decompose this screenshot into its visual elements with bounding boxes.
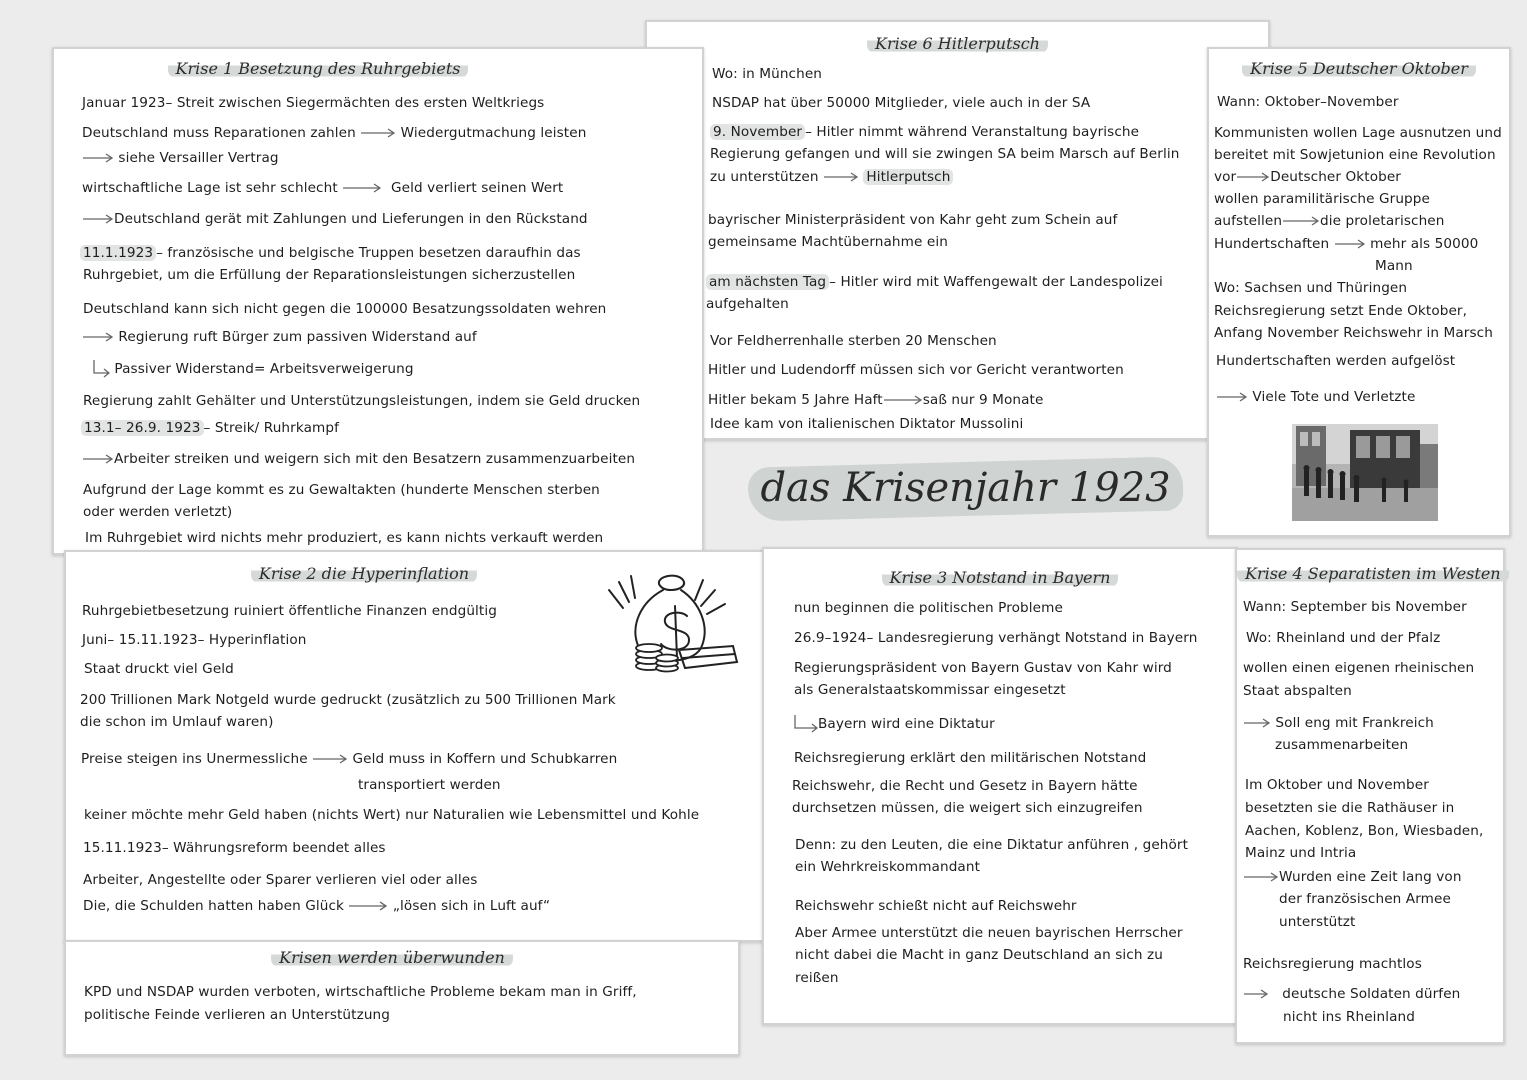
text-line: Aufgrund der Lage kommt es zu Gewaltakten (hunderte Menschen sterben: [83, 482, 600, 498]
text-line: Idee kam von italienischen Diktator Mussolini: [710, 416, 1024, 432]
text-line: Ruhrgebiet, um die Erfüllung der Reparationsleistungen sicherzustellen: [83, 267, 576, 283]
text-line: Regierung gefangen und will sie zwingen SA beim Marsch auf Berlin: [710, 146, 1180, 162]
text-line: 11.1.1923 – französische und belgische Truppen besetzen daraufhin das: [80, 242, 581, 265]
text-line: Viele Tote und Verletzte: [1216, 386, 1415, 409]
corner-arrow-icon: [92, 359, 110, 379]
text-line: nicht dabei die Macht in ganz Deutschland an sich zu: [795, 947, 1163, 963]
card-krisen-ueberwunden: [64, 940, 740, 1056]
text-line: siehe Versailler Vertrag: [82, 147, 279, 170]
text-line: Aber Armee unterstützt die neuen bayrischen Herrscher: [795, 925, 1183, 941]
text-line: Im Oktober und November: [1245, 777, 1429, 793]
card-title: Krise 2 die Hyperinflation: [0, 564, 762, 583]
right-arrow-icon: [82, 332, 114, 342]
text-line: bayrischer Ministerpräsident von Kahr geht zum Schein auf: [708, 212, 1118, 228]
text-line: 15.11.1923– Währungsreform beendet alles: [83, 840, 386, 856]
text-line: Wo: Rheinland und der Pfalz: [1246, 630, 1441, 646]
text-line: 26.9–1924– Landesregierung verhängt Notstand in Bayern: [794, 630, 1198, 646]
text-line: Wo: Sachsen und Thüringen: [1214, 280, 1408, 296]
text-line: Reichswehr schießt nicht auf Reichswehr: [795, 898, 1077, 914]
text-line: KPD und NSDAP wurden verboten, wirtschaftliche Probleme bekam man in Griff,: [84, 984, 637, 1000]
term-highlight: Hitlerputsch: [863, 169, 953, 185]
text-line: 13.1– 26.9. 1923 – Streik/ Ruhrkampf: [81, 417, 339, 440]
card-title: Krise 5 Deutscher Oktober: [1209, 59, 1509, 78]
date-highlight: 9. November: [710, 124, 805, 140]
text-line: zusammenarbeiten: [1275, 737, 1409, 753]
right-arrow-icon: [823, 172, 859, 182]
card-krise-3: [762, 547, 1238, 1025]
text-line: 9. November – Hitler nimmt während Veranstaltung bayrische: [710, 121, 1139, 144]
card-title: Krise 6 Hitlerputsch: [647, 34, 1268, 53]
text-line: Bayern wird eine Diktatur: [792, 713, 995, 736]
text-line: wollen einen eigenen rheinischen: [1243, 660, 1475, 676]
text-line: Hitler bekam 5 Jahre Haft saß nur 9 Monate: [708, 392, 1044, 408]
card-title: Krise 3 Notstand in Bayern: [764, 568, 1236, 587]
text-line: deutsche Soldaten dürfen: [1243, 983, 1460, 1006]
text-line: Januar 1923– Streit zwischen Siegermächten des ersten Weltkriegs: [82, 95, 545, 111]
text-line: Vor Feldherrenhalle sterben 20 Menschen: [710, 333, 997, 349]
page-title: das Krisenjahr 1923: [748, 458, 1183, 520]
text-line: NSDAP hat über 50000 Mitglieder, viele auch in der SA: [712, 95, 1091, 111]
text-line: Arbeiter streiken und weigern sich mit den Besatzern zusammenzuarbeiten: [82, 448, 635, 471]
text-line: Die, die Schulden hatten haben Glück „lösen sich in Luft auf“: [83, 898, 551, 914]
text-line: gemeinsame Machtübernahme ein: [708, 234, 948, 250]
text-line: Mainz und Intria: [1245, 845, 1357, 861]
text-line: Wo: in München: [712, 66, 823, 82]
text-line: aufgehalten: [706, 296, 789, 312]
text-line: reißen: [795, 970, 839, 986]
card-title: Krisen werden überwunden: [46, 948, 738, 967]
right-arrow-icon: [1334, 239, 1366, 249]
text-line: Staat druckt viel Geld: [84, 661, 234, 677]
text-line: Reichsregierung erklärt den militärischen Notstand: [794, 750, 1147, 766]
card-title: Krise 1 Besetzung des Ruhrgebiets: [0, 59, 702, 78]
text-line: Ruhrgebietbesetzung ruiniert öffentliche Finanzen endgültig: [82, 603, 497, 619]
text-line: politische Feinde verlieren an Unterstützung: [84, 1007, 390, 1023]
text-line: Soll eng mit Frankreich: [1243, 712, 1434, 735]
right-arrow-icon: [1236, 172, 1270, 182]
money-bag-icon: [601, 568, 743, 678]
text-line: oder werden verletzt): [83, 504, 233, 520]
text-line: Regierung zahlt Gehälter und Unterstützungsleistungen, indem sie Geld drucken: [83, 393, 641, 409]
text-line: 200 Trillionen Mark Notgeld wurde gedruckt (zusätzlich zu 500 Trillionen Mark: [80, 692, 616, 708]
text-line: vor Deutscher Oktober: [1214, 169, 1401, 185]
card-krise-5: [1207, 47, 1511, 537]
date-highlight: 13.1– 26.9. 1923: [81, 420, 204, 436]
text-line: zu unterstützen Hitlerputsch: [710, 166, 953, 189]
text-line: nicht ins Rheinland: [1283, 1009, 1415, 1025]
right-arrow-icon: [82, 454, 114, 464]
card-krise-4: [1235, 548, 1505, 1044]
text-line: Reichswehr, die Recht und Gesetz in Bayern hätte: [792, 778, 1138, 794]
text-line: Deutschland muss Reparationen zahlen Wiedergutmachung leisten: [82, 125, 587, 141]
text-line: Passiver Widerstand= Arbeitsverweigerung: [92, 358, 414, 381]
right-arrow-icon: [1216, 392, 1248, 402]
text-line: ein Wehrkreiskommandant: [795, 859, 981, 875]
text-line: Hundertschaften werden aufgelöst: [1216, 353, 1456, 369]
text-line: Reichsregierung machtlos: [1243, 956, 1422, 972]
right-arrow-icon: [1282, 216, 1320, 226]
text-line: Deutschland gerät mit Zahlungen und Lieferungen in den Rückstand: [82, 208, 588, 231]
date-highlight: am nächsten Tag: [706, 274, 829, 290]
text-line: Hitler und Ludendorff müssen sich vor Gericht verantworten: [708, 362, 1124, 378]
right-arrow-icon: [342, 183, 382, 193]
text-line: durchsetzen müssen, die weigert sich einzugreifen: [792, 800, 1143, 816]
text-line: wollen paramilitärische Gruppe: [1214, 191, 1430, 207]
corner-arrow-icon: [792, 714, 818, 734]
card-krise-2: [64, 550, 764, 942]
street-photo: [1292, 424, 1438, 521]
text-line: aufstellen die proletarischen: [1214, 213, 1445, 229]
right-arrow-icon: [360, 128, 396, 138]
text-line: der französischen Armee: [1279, 891, 1451, 907]
right-arrow-icon: [82, 214, 114, 224]
text-line: Reichsregierung setzt Ende Oktober,: [1214, 303, 1468, 319]
text-line: Deutschland kann sich nicht gegen die 100000 Besatzungssoldaten wehren: [83, 301, 607, 317]
text-line: wirtschaftliche Lage ist sehr schlecht Geld verliert seinen Wert: [82, 180, 564, 196]
right-arrow-icon: [1243, 989, 1269, 999]
right-arrow-icon: [348, 901, 388, 911]
right-arrow-icon: [1243, 872, 1279, 882]
card-krise-6: [645, 20, 1270, 440]
text-line: Im Ruhrgebiet wird nichts mehr produziert, es kann nichts verkauft werden: [85, 530, 604, 546]
right-arrow-icon: [82, 153, 114, 163]
card-krise-1: [52, 47, 704, 555]
right-arrow-icon: [312, 754, 348, 764]
text-line: Kommunisten wollen Lage ausnutzen und: [1214, 125, 1502, 141]
date-highlight: 11.1.1923: [80, 245, 156, 261]
text-line: Denn: zu den Leuten, die eine Diktatur anführen , gehört: [795, 837, 1189, 853]
text-line: Wann: Oktober–November: [1217, 94, 1399, 110]
text-line: Mann: [1375, 258, 1413, 274]
text-line: Wurden eine Zeit lang von: [1243, 866, 1462, 889]
text-line: Juni– 15.11.1923– Hyperinflation: [82, 632, 307, 648]
right-arrow-icon: [883, 395, 923, 405]
text-line: transportiert werden: [358, 777, 501, 793]
text-line: bereitet mit Sowjetunion eine Revolution: [1214, 147, 1496, 163]
text-line: besetzten sie die Rathäuser in: [1245, 800, 1455, 816]
text-line: unterstützt: [1279, 914, 1356, 930]
right-arrow-icon: [1243, 718, 1271, 728]
text-line: Wann: September bis November: [1243, 599, 1467, 615]
text-line: die schon im Umlauf waren): [80, 714, 274, 730]
text-line: nun beginnen die politischen Probleme: [794, 600, 1063, 616]
text-line: Regierung ruft Bürger zum passiven Widerstand auf: [82, 326, 477, 349]
text-line: keiner möchte mehr Geld haben (nichts Wert) nur Naturalien wie Lebensmittel und Kohle: [84, 807, 700, 823]
text-line: am nächsten Tag – Hitler wird mit Waffengewalt der Landespolizei: [706, 271, 1163, 294]
text-line: Arbeiter, Angestellte oder Sparer verlieren viel oder alles: [83, 872, 478, 888]
text-line: als Generalstaatskommissar eingesetzt: [794, 682, 1066, 698]
text-line: Staat abspalten: [1243, 683, 1352, 699]
text-line: Anfang November Reichswehr in Marsch: [1214, 325, 1493, 341]
text-line: Aachen, Koblenz, Bon, Wiesbaden,: [1245, 823, 1484, 839]
text-line: Hundertschaften mehr als 50000: [1214, 236, 1479, 252]
text-line: Regierungspräsident von Bayern Gustav von Kahr wird: [794, 660, 1172, 676]
text-line: Preise steigen ins Unermessliche Geld muss in Koffern und Schubkarren: [81, 751, 618, 767]
card-title: Krise 4 Separatisten im Westen: [1237, 564, 1503, 583]
